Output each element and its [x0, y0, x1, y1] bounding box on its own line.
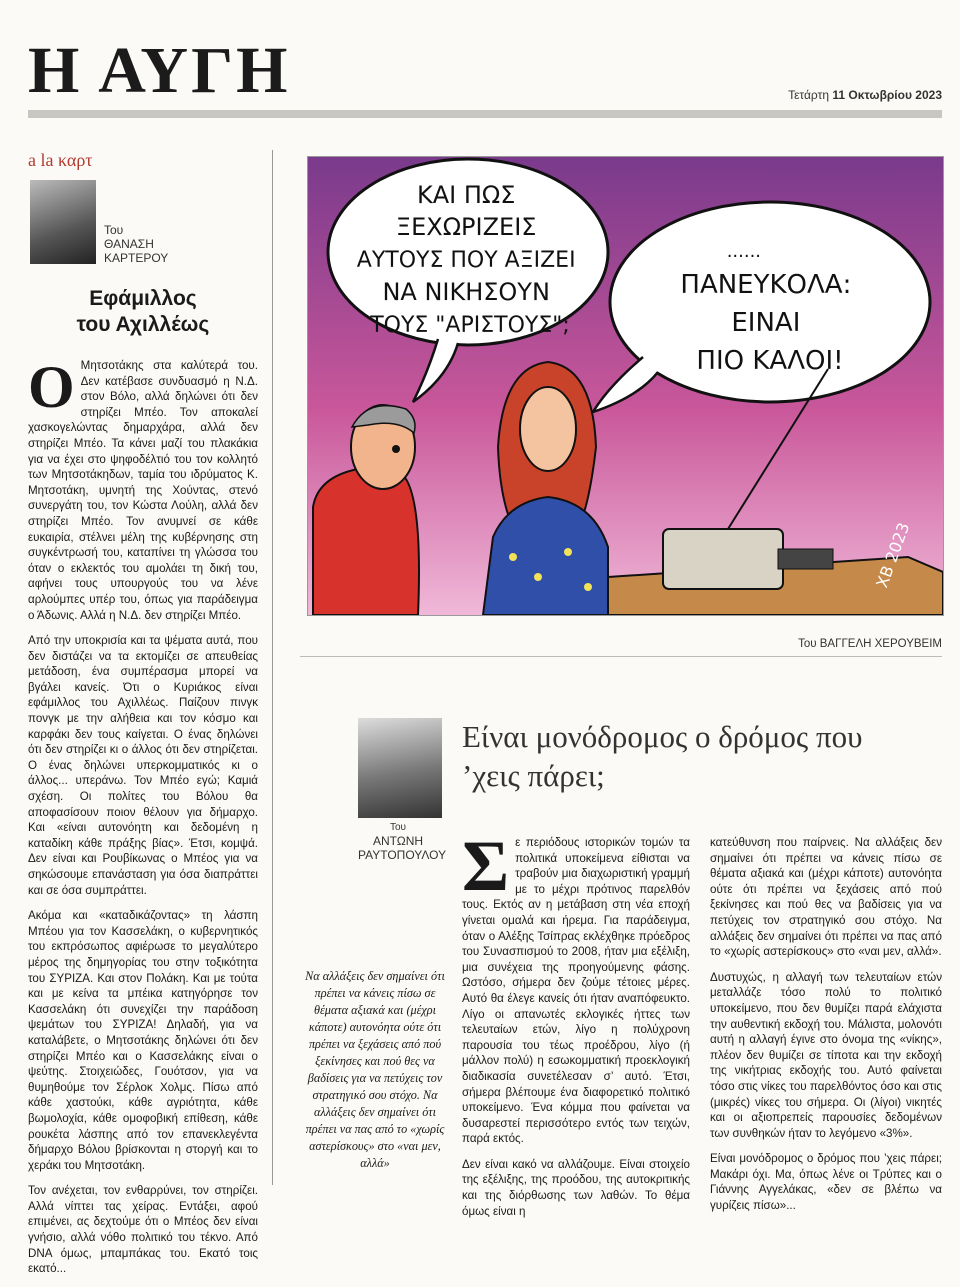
cartoon-drawing [308, 157, 943, 615]
paragraph-text: Μητσοτάκης στα καλύτερά του. Δεν κατέβασε συνδυασμό η Ν.Δ. στον Βόλο, αλλά δηλώνει ότι δεν στηρίζει Μπέο. Τον αποκαλεί χασκογελώντας δημαρχάρα, αλλά δεν στηρίζει Μπέο. Τα κάνει μαζί του πλακάκια για να έχει στο ψηφοδέλτιό του τον κολλητό των Μητσοτάκηδων, ταμία του ιδρύματος Κ. Μητσοτάκη, υμνητή της Χούντας, στενό συνεργάτη του, τον Κώστα Λούλη, αλλά δεν στηρίζει Μπέο. Τον ανυμνεί σε κάθε ευκαιρία, στέλνει μέλη της κυβέρνησης στη συγκέντρωσή του, καταπίνει τη γλώσσα του όταν ο εκλεκτός του αμολάει τη δική του, αφήνει τους υπουργούς του να λένε αρλούμπες υπέρ του, όπως για παράδειγμα ο Άδωνις. Αλλά η Ν.Δ. δεν στηρίζει Μπέο. [28, 359, 258, 622]
article-column-1 [462, 826, 690, 1229]
paragraph: κατεύθυνση που παίρνεις. Να αλλάξεις δεν σημαίνει ότι πρέπει να κάνεις πίσω σε θέματα αξιακά και (μέχρι κάποτε) αυτονόητα ούτε ότι πρέπει να ξεχάσεις από πού ξεκίνησες και πού θες να βαδίσεις για να πετύχεις τον στρατηγικό σου στόχο. Να αλλάξεις δεν σημαίνει ότι πρέπει να πας από το «χωρίς αστερίσκους» στο «ναι μεν, αλλά». [710, 836, 942, 959]
bubble-left-line: ΞΕΧΩΡΙΖΕΙΣ [395, 213, 537, 241]
byline-first-name: ΑΝΤΩΝΗ [372, 834, 424, 848]
headline-line-1: Εφάμιλλος [89, 287, 197, 310]
headline-line-2: του Αχιλλέως [76, 313, 210, 337]
date-full: 11 Οκτωβρίου 2023 [832, 88, 942, 102]
byline-last-name: ΚΑΡΤΕΡΟΥ [104, 250, 169, 265]
article-headline: Είναι μονόδρομος ο δρόμος που ’χεις πάρει; [462, 719, 863, 793]
column-body [28, 354, 258, 1287]
columnist-photo [30, 180, 96, 264]
bubble-right-line: ...... [726, 241, 762, 262]
credit-prefix: Του [798, 638, 817, 650]
date-day: Τετάρτη [788, 88, 830, 102]
bubble-right-line: ΕΙΝΑΙ [731, 308, 801, 338]
bubble-left-line: ΚΑΙ ΠΩΣ [416, 181, 516, 209]
bubble-left-line: ΑΥΤΟΥΣ ΠΟΥ ΑΞΙΖΕΙ [356, 248, 576, 273]
drop-cap: Ο [28, 354, 75, 420]
radio [663, 529, 783, 589]
byline-prefix: Του [104, 223, 124, 237]
cartoon-credit [798, 638, 942, 650]
cartoon [307, 156, 944, 616]
credit-name: ΒΑΓΓΕΛΗ ΧΕΡΟΥΒΕΙΜ [819, 638, 942, 650]
paragraph: Είναι μονόδρομος ο δρόμος που ’χεις πάρει; Μακάρι όχι. Μα, όπως λένε οι Τρύπες και ο Γιάννης Αγγελάκας, «δεν σε βλέπω να γυρίζεις πίσω»... [710, 1152, 942, 1213]
bubble-left-line: ΤΟΥΣ "ΑΡΙΣΤΟΥΣ"; [370, 313, 570, 338]
drop-cap: Σ [462, 826, 510, 906]
paragraph-text: ε περιόδους ιστορικών τομών τα πολιτικά υποκείμενα είθισται να τραβούν μια διαχωριστική γραμμή με το μέχρι πρότινος παρελθόν τους. Εκτός αν η μετάβαση στη νέα εποχή γίνεται ομαλά και ήρεμα. Για παράδειγμα, όταν ο Αλέξης Τσίπρας εκλέχθηκε πρόεδρος του Συνασπισμού το 2008, ήταν μια εξέλιξη, μια συνέχεια της προηγούμενης φάσης. Ωστόσο, σήμερα δεν ζούμε τέτοιες μέρες. Αυτό θα έλεγε κανείς ότι ήταν αναπόφευκτο. Λίγο οι απανωτές εκλογικές ήττες των τελευταίων ετών, λίγο η πολύχρονη παρουσία του τέως προέδρου, λίγο (ή μάλλον πολύ) η εσωκομματική προεκλογική διαδικασία συνετέλεσαν σ’ αυτό. Έτσι, σήμερα βλέπουμε ένα διαφορετικό πολιτικό υποκείμενο. Ένα κόμμα που φαίνεται να δυσαρεστεί περισσότερο εντός των τειχών, παρά εκτός. [462, 836, 690, 1146]
byline-last-name: ΡΑΥΤΟΠΟΥΛΟΥ [358, 848, 447, 863]
bubble-left-line: ΝΑ ΝΙΚΗΣΟΥΝ [382, 278, 550, 306]
bubble-right-line: ΠΙΟ ΚΑΛΟΙ! [696, 346, 844, 376]
article-byline [358, 822, 447, 863]
masthead: Η ΑΥΓΗ [28, 34, 291, 107]
publication-date [788, 88, 942, 102]
columnist-byline [104, 224, 168, 265]
cartoon-rule [300, 656, 942, 657]
paragraph: Δυστυχώς, η αλλαγή των τελευταίων ετών μεταλλάζε τόσο πολύ το πολιτικό υποκείμενο, που δεν θυμίζει παρά ελάχιστα την αυθεντική εκδοχή του. Μάλιστα, μολονότι αυτή η αλλαγή έγινε στο όνομα της «νίκης», πλέον δεν θυμίζει σε τίποτα και την εκδοχή της νικήτριας εκδοχής του. Αυτό φαίνεται τόσο στις νίκες του παρελθόντος όσο και στις (μικρές) νίκες του σήμερα. Οι (λίγοι) νικητές και οι αξιοπρεπείς παρουσίες δεδομένων των συνθηκών ήταν το λεγόμενο «3%». [710, 970, 942, 1140]
byline-prefix: Του [389, 822, 407, 833]
pull-quote: Να αλλάξεις δεν σημαίνει ότι πρέπει να κάνεις πίσω σε θέματα αξιακά και (μέχρι κάποτε) αυτονόητα ούτε ότι πρέπει να ξεχάσεις από πού ξεκίνησες και πού θες να βαδίσεις για να πετύχεις τον στρατηγικό σου στόχο. Να αλλάξεις δεν σημαίνει ότι πρέπει να πας από το «χωρίς αστερίσκους» στο «ναι μεν, αλλά» [305, 969, 445, 1170]
article-column-2 [710, 835, 942, 1224]
column-divider [272, 150, 273, 1185]
byline-first-name: ΘΑΝΑΣΗ [104, 236, 154, 251]
paragraph: Από την υποκρισία και τα ψέματα αυτά, που δεν διστάζει να τα εκτομίζει σε απευθείας μετάδοση, ένα συμπέρασμα μπορεί να βγάλει κανείς. Ότι ο Κυριάκος είναι εφάμιλλος του Αχιλλέως. Παίζουν πινγκ πονγκ με την αλήθεια και τον κόσμο και καρφάκι δεν τους καίγεται. Ο ένας δηλώνει ότι δεν στηρίζει κι ο άλλος ότι δεν στηρίζεται. Ο ένας δηλώνει υπερκομματικός κι ο άλλος... υπεράνω. Τον Μπέο εγώ; Καμιά σχέση. Οι πολίτες του Βόλου θα αποφασίσουν ποιον θέλουν για δήμαρχο. Και «είναι αυτονόητη και δεδομένη η καταδίκη κάθε πράξης βίας». Έτσι, κομψά. Δεν είναι και Ρουβίκωνας ο Μπέος για να σηκώσουμε επανάσταση για όσα διαπράττει και σε όσα συμπράττει. [28, 634, 258, 897]
header-rule [28, 110, 942, 118]
column-headline [28, 286, 258, 339]
section-label: a la καρτ [28, 150, 93, 170]
paragraph: Δεν είναι κακό να αλλάζουμε. Είναι στοιχείο της εξέλιξης, της προόδου, της αυτοκριτικής και της διόρθωσης των λαθών. Το θέμα όμως είναι η [462, 1157, 690, 1218]
bubble-right-line: ΠΑΝΕΥΚΟΛΑ: [680, 270, 852, 300]
cartoonist-signature: ΧΒ 2023 [872, 520, 914, 591]
phone [778, 549, 833, 569]
paragraph [462, 826, 690, 1147]
paragraph [28, 354, 258, 623]
paragraph: Τον ανέχεται, τον ενθαρρύνει, τον στηρίζει. Αλλά νίπτει τας χείρας. Εντάξει, αφού επιμένει, ας δεχτούμε ότι ο Μπέος δεν είναι γνήσιο, αλλά νόθο πολιτικό του τέκνο. Από DNA όμως, μπαμπάκας του. Εκατό τοις εκατό... [28, 1184, 258, 1276]
author-photo [358, 718, 442, 818]
paragraph: Ακόμα και «καταδικάζοντας» τη λάσπη Μπέου για τον Κασσελάκη, ο κυβερνητικός του εκπρόσωπος αφιέρωσε το μεγαλύτερο μέρος της δημηγορίας του στην τοξικότητα του ΣΥΡΙΖΑ. Και στον Πολάκη. Και με τούτα και με κείνα τα μπέικα κατηγόρησε τον Κασσελάκη ότι συνεχίζει την παράδοση ψεμάτων του ΣΥΡΙΖΑ! Δηλαδή, για να καταλάβετε, ο Μητσοτάκης δηλώνει ότι δεν στηρίζει Μπέο και ο Κασσελάκης είναι ο ψεύτης. Στοιχειώδες, Γουότσον, για να θυμηθούμε τον Σέρλοκ Χολμς. Πίσω από κάθε χαστούκι, κάθε αγριότητα, κάθε βωμολοχία, κάθε ομοφοβική επίθεση, κάθε ρουκέτα λάσπης από τον επανεκλεγέντα δήμαρχο Βόλου βρίσκονται η στοργή και το χεράκι του Μητσοτάκη. [28, 909, 258, 1172]
